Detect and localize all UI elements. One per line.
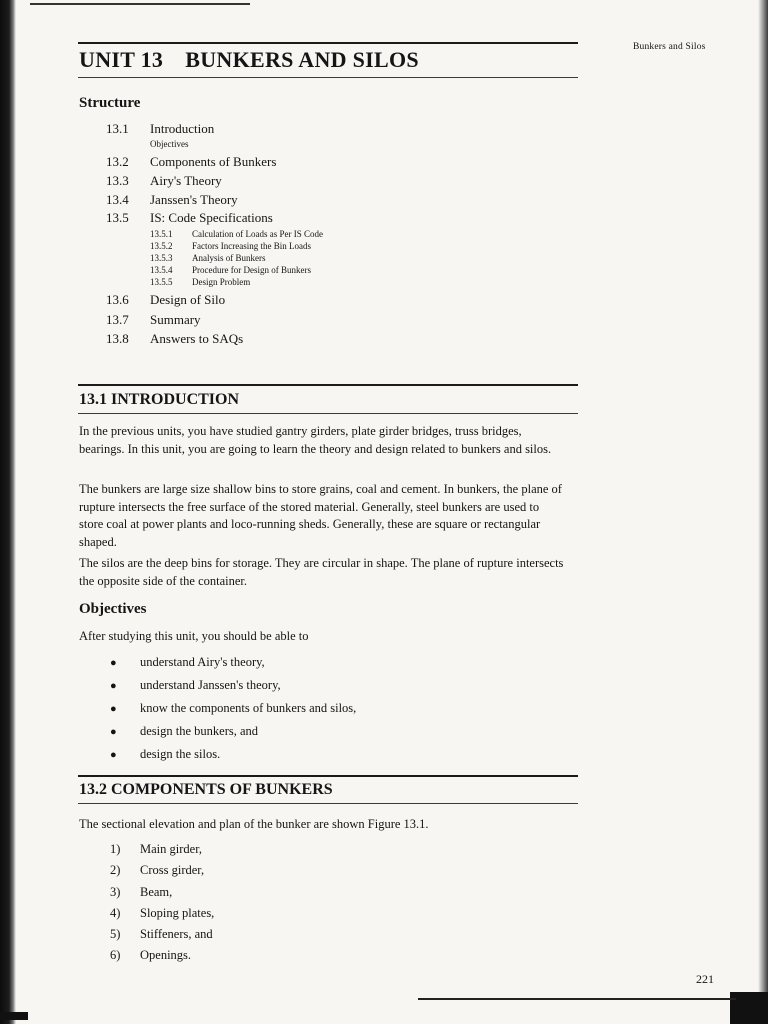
unit-title: [79, 47, 419, 73]
toc-item: 13.4 Janssen's Theory: [106, 192, 238, 207]
toc-subitem: 13.5.2 Factors Increasing the Bin Loads: [150, 241, 311, 251]
objectives-heading: Objectives: [79, 601, 147, 617]
scan-edge-left: [0, 0, 16, 1024]
section-rule-bottom: [78, 413, 578, 414]
footer-rule: [418, 998, 736, 1000]
bullet-icon: ●: [110, 703, 117, 715]
title-rule-top: [78, 42, 578, 44]
scan-corner-mark-left: [0, 1012, 28, 1020]
components-lead: The sectional elevation and plan of the bunker are shown Figure 13.1.: [79, 817, 429, 831]
toc-subitem: 13.5.3 Analysis of Bunkers: [150, 253, 266, 263]
toc-item: 13.1 Introduction: [106, 121, 215, 136]
bullet-icon: ●: [110, 749, 117, 761]
unit-number: UNIT 13: [79, 47, 164, 72]
page-number: 221: [696, 972, 714, 986]
toc-subitem: 13.5.5 Design Problem: [150, 277, 251, 287]
section-rule-top: [78, 775, 578, 777]
toc-subitem: 13.5.4 Procedure for Design of Bunkers: [150, 265, 311, 275]
section-rule-top: [78, 384, 578, 386]
bullet-icon: ●: [110, 657, 117, 669]
list-item: 4) Sloping plates,: [110, 906, 215, 920]
list-item: 5) Stiffeners, and: [110, 927, 213, 941]
unit-name: BUNKERS AND SILOS: [185, 47, 419, 72]
list-item: ● know the components of bunkers and silos,: [110, 701, 357, 715]
toc-item: 13.8 Answers to SAQs: [106, 331, 244, 346]
paragraph: The silos are the deep bins for storage. They are circular in shape. The plane of rupture intersects the opposite side of the container.: [79, 556, 564, 588]
list-item: 6) Openings.: [110, 948, 192, 962]
toc-item: 13.6 Design of Silo: [106, 292, 226, 307]
toc-item: 13.7 Summary: [106, 312, 201, 327]
list-item: 2) Cross girder,: [110, 863, 205, 877]
running-head: Bunkers and Silos: [633, 42, 706, 52]
objectives-lead: After studying this unit, you should be able to: [79, 629, 309, 643]
bullet-icon: ●: [110, 726, 117, 738]
paragraph: The bunkers are large size shallow bins to store grains, coal and cement. In bunkers, the plane of rupture intersects the free surface of the stored material. Generally, steel bunkers are used to store coal at power plants and loco-running sheds. Generally, these are square or rectangular shaped.: [79, 482, 562, 549]
toc-item: 13.2 Components of Bunkers: [106, 154, 277, 169]
list-item: ● design the silos.: [110, 747, 221, 761]
toc-subitem: 13.5.1 Calculation of Loads as Per IS Code: [150, 229, 323, 239]
list-item: 3) Beam,: [110, 885, 173, 899]
section-rule-bottom: [78, 803, 578, 804]
scan-top-line: [30, 3, 250, 5]
list-item: ● design the bunkers, and: [110, 724, 259, 738]
list-item: 1) Main girder,: [110, 842, 202, 856]
toc-item: 13.5 IS: Code Specifications: [106, 210, 273, 225]
scan-corner-mark-right: [730, 992, 768, 1024]
toc-subitem-objectives: Objectives: [150, 139, 189, 149]
section-heading-introduction: 13.1 INTRODUCTION: [79, 391, 240, 408]
structure-heading: Structure: [79, 95, 141, 111]
toc-item: 13.3 Airy's Theory: [106, 173, 222, 188]
scan-edge-right: [758, 0, 768, 1024]
list-item: ● understand Airy's theory,: [110, 655, 265, 669]
title-rule-bottom: [78, 77, 578, 78]
list-item: ● understand Janssen's theory,: [110, 678, 281, 692]
paragraph: In the previous units, you have studied gantry girders, plate girder bridges, truss bridges, bearings. In this unit, you are going to learn the theory and design related to bunkers and silos.: [79, 424, 552, 456]
section-heading-components: 13.2 COMPONENTS OF BUNKERS: [79, 781, 333, 798]
bullet-icon: ●: [110, 680, 117, 692]
